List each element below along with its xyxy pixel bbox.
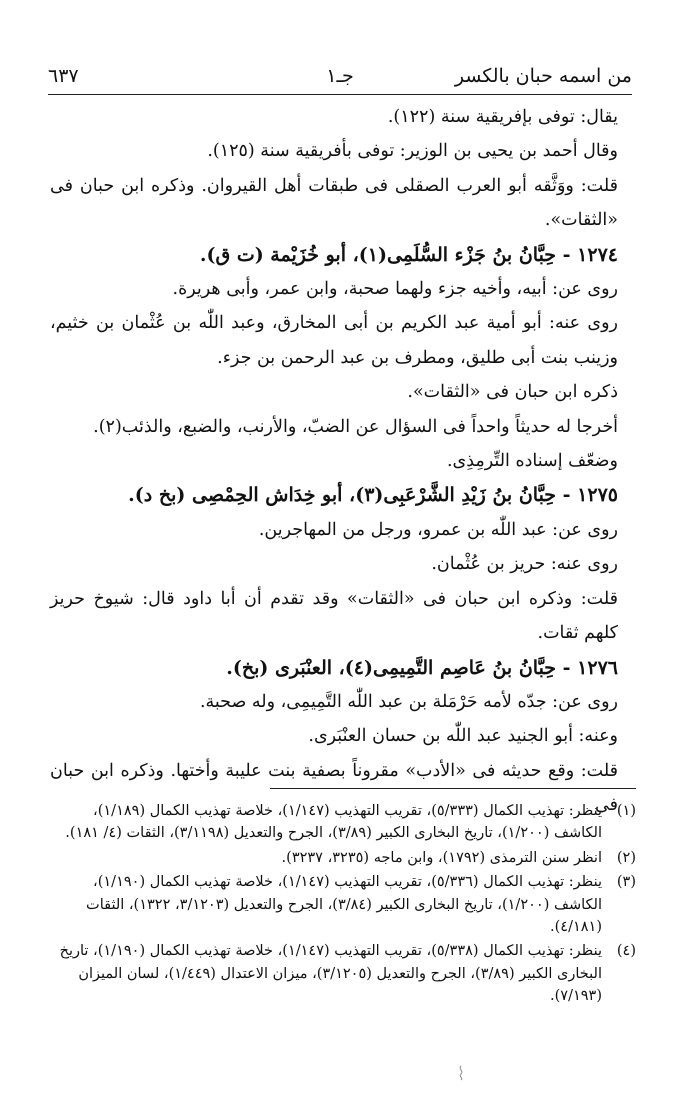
entry-heading-1275: ١٢٧٥ - حِبَّانُ بنُ زَيْدِ الشَّرْعَبِى(٣)، أبو خِدَاش الحِمْصِى (بخ د). [128, 484, 618, 507]
running-header [48, 62, 632, 90]
page-number: ٦٣٧ [48, 65, 79, 87]
footnote-text: ينظر: تهذيب الكمال (٥/٣٣٦)، تقريب التهذيب (١/١٤٧)، خلاصة تهذيب الكمال (١/١٩٠)، الكاشف (١/٢٠٠)، تاريخ البخارى الكبير (٣/٨٤)، الجرح والتعديل (٣/١٢٠٣، ١٣٢٢)، الثقات (٤/١٨١). [86, 874, 602, 936]
footnote-number: (٢) [616, 849, 636, 866]
footnote-number: (٣) [616, 874, 636, 891]
paragraph: وقال أحمد بن يحيى بن الوزير: توفى بأفريقية سنة (١٢٥). [207, 141, 618, 162]
paragraph: وضعّف إسناده التِّرمِذِى. [446, 451, 618, 472]
paragraph: وعنه: أبو الجنيد عبد اللّٰه بن حسان العنْبَرى. [308, 726, 618, 747]
paragraph: روى عن: أبيه، وأخيه جزء ولهما صحبة، وابن عمر، وأبى هريرة. [172, 279, 618, 300]
entry-heading-1274: ١٢٧٤ - حِبَّانُ بنُ جَزْء السُّلَمِى(١)، أبو خُزَيْمة (ت ق). [199, 243, 618, 266]
main-text [50, 100, 636, 823]
footnote [50, 800, 636, 845]
printer-mark-icon [456, 1065, 466, 1081]
footnote-text: انظر سنن الترمذى (١٧٩٢)، وابن ماجه (٣٢٣٥، ٣٢٣٧). [281, 849, 602, 866]
footnote [50, 871, 636, 938]
paragraph: يقال: توفى بإفريقية سنة (١٢٢). [387, 107, 618, 127]
printer-mark [450, 1065, 466, 1083]
paragraph: أخرجا له حديثاً واحداً فى السؤال عن الضبّ، والأرنب، والضبع، والذئب(٢). [93, 416, 618, 437]
footnote [50, 847, 636, 869]
paragraph: روى عنه: حريز بن عُثْمان. [431, 554, 618, 575]
footnote [50, 940, 636, 1007]
footnotes [50, 800, 636, 1010]
footnote-text: ينظر: تهذيب الكمال (٥/٣٣٨)، تقريب التهذيب (١/١٤٧)، خلاصة تهذيب الكمال (١/١٩٠)، تاريخ البخارى الكبير (٣/٨٩)، الجرح والتعديل (٣/١٢٠٥)، ميزان الاعتدال (١/٤٤٩)، لسان الميزان (٧/١٩٣). [59, 943, 602, 1005]
paragraph: ذكره ابن حبان فى «الثقات». [407, 382, 618, 403]
paragraph: روى عنه: أبو أمية عبد الكريم بن أبى المخارق، وعبد اللّٰه بن عُثْمان بن خثيم، وزينب بنت أبى طليق، ومطرف بن عبد الرحمن بن جزء. [50, 313, 618, 368]
footnote-number: (١) [616, 803, 636, 819]
entry-heading-1276: ١٢٧٦ - حِبَّانُ بنُ عَاصِم التَّمِيمِى(٤)، العنْبَرى (بخ). [226, 656, 618, 679]
volume-number: جـ١ [326, 65, 354, 87]
paragraph: روى عن: جدّه لأمه حَرْمَلة بن عبد اللّٰه التَّمِيمِى، وله صحبة. [199, 691, 618, 712]
paragraph: قلت: ووَثَّقه أبو العرب الصقلى فى طبقات أهل القيروان. وذكره ابن حبان فى «الثقات». [50, 175, 618, 231]
paragraph: روى عن: عبد اللّٰه بن عمرو، ورجل من المهاجرين. [258, 519, 618, 540]
footnote-number: (٤) [616, 943, 636, 960]
paragraph: قلت: وذكره ابن حبان فى «الثقات» وقد تقدم أن أبا داود قال: شيوخ حريز كلهم ثقات. [50, 588, 618, 644]
footnote-rule [270, 788, 636, 789]
running-title: من اسمه حبان بالكسر [454, 65, 632, 87]
footnote-text: ينظر: تهذيب الكمال (٥/٣٣٣)، تقريب التهذيب (١/١٤٧)، خلاصة تهذيب الكمال (١/١٨٩)، الكاشف (١/٢٠٠)، تاريخ البخارى الكبير (٣/٨٩)، الجرح والتعديل (٣/١١٩٨)، الثقات (٤/ ١٨١). [65, 803, 602, 842]
paragraph: قلت: وقع حديثه فى «الأدب» مقروناً بصفية بنت عليبة وأختها. وذكره ابن حبان فى [50, 760, 618, 816]
header-rule [48, 94, 632, 95]
